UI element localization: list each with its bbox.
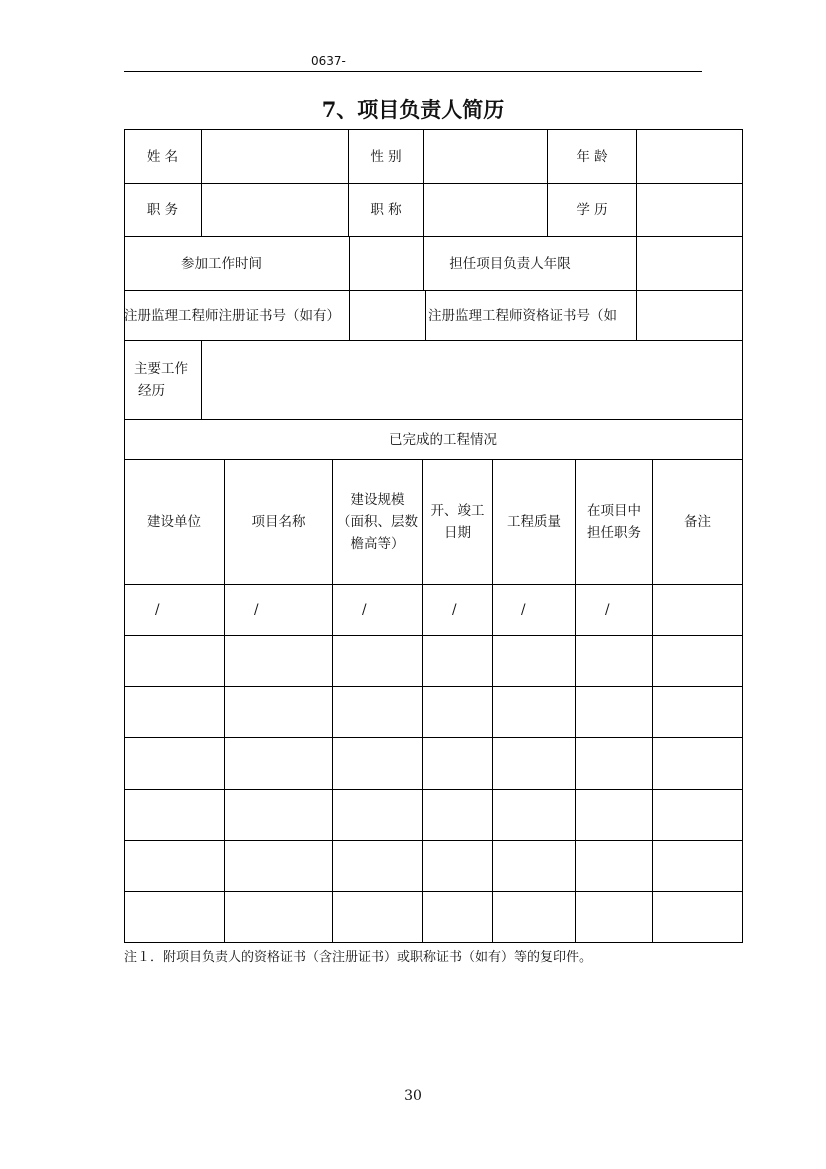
position-field[interactable] — [202, 184, 348, 236]
pm-years-label: 担任项目负责人年限 — [449, 255, 571, 272]
education-field[interactable] — [637, 184, 742, 236]
table-cell-slash: / — [452, 602, 457, 618]
gender-field[interactable] — [424, 130, 547, 183]
col-header-quality: 工程质量 — [507, 514, 561, 530]
col-header-scale-line3: 檐高等） — [350, 536, 405, 552]
experience-label — [124, 341, 201, 419]
name-label: 姓 名 — [146, 148, 179, 165]
col-header-scale — [333, 460, 422, 584]
col-header-role-line1: 在项目中 — [587, 503, 641, 519]
qual-cert-field[interactable] — [637, 291, 742, 340]
job-title-label: 职 称 — [370, 202, 402, 218]
table-cell-slash: / — [254, 602, 259, 618]
col-header-role-line2: 担任职务 — [587, 525, 641, 541]
table-cell-slash: / — [155, 602, 160, 618]
col-header-scale-line2: （面积、层数 — [337, 514, 418, 530]
reg-cert-label: 注册监理工程师注册证书号（如有） — [124, 307, 340, 324]
col-header-name: 项目名称 — [251, 514, 306, 530]
table-cell-slash: / — [521, 602, 526, 618]
reg-cert-field[interactable] — [350, 291, 425, 340]
table-cell-slash: / — [605, 602, 610, 618]
page-number: 30 — [404, 1088, 422, 1104]
education-label: 学 历 — [576, 202, 608, 218]
experience-field[interactable] — [202, 341, 742, 419]
completed-projects-title: 已完成的工程情况 — [389, 431, 497, 448]
col-header-dates — [423, 460, 492, 584]
page-title: 7、项目负责人简历 — [321, 97, 505, 122]
experience-label-line1: 主要工作 — [134, 361, 188, 377]
gender-label: 性 别 — [370, 148, 402, 165]
col-header-remarks: 备注 — [684, 514, 711, 530]
name-field[interactable] — [202, 130, 348, 183]
age-label: 年 龄 — [576, 148, 608, 165]
col-header-dates-line2: 日期 — [444, 525, 471, 541]
qual-cert-label: 注册监理工程师资格证书号（如 — [428, 307, 617, 324]
work-start-label: 参加工作时间 — [181, 255, 262, 272]
col-header-scale-line1: 建设规模 — [350, 492, 405, 508]
footnote: 注１．附项目负责人的资格证书（含注册证书）或职称证书（如有）等的复印件。 — [124, 950, 593, 965]
col-header-dates-line1: 开、竣工 — [430, 503, 485, 519]
pm-years-field[interactable] — [637, 237, 742, 290]
experience-label-line2: 经历 — [138, 383, 165, 399]
table-cell-slash: / — [362, 602, 367, 618]
col-header-unit: 建设单位 — [147, 514, 201, 530]
document-code: 0637- — [311, 54, 346, 68]
col-header-role — [576, 460, 652, 584]
job-title-field[interactable] — [424, 184, 547, 236]
work-start-field[interactable] — [350, 237, 423, 290]
position-label: 职 务 — [146, 202, 179, 218]
age-field[interactable] — [637, 130, 742, 183]
